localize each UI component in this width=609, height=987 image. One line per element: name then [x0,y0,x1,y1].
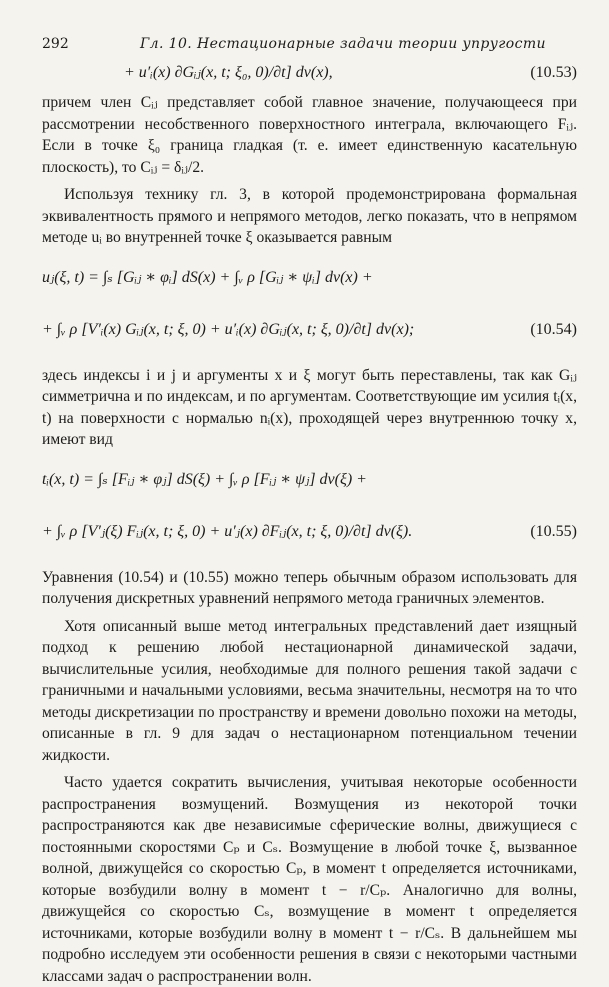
page-body [42,62,577,987]
equation-10-54-line2 [42,319,577,359]
equation-10-54-line1-text: uⱼ(ξ, t) = ∫ₛ [Gᵢⱼ ∗ φᵢ] dS(x) + ∫ᵥ ρ [Gᵢⱼ ∗ ψᵢ] dv(x) + [42,268,373,286]
equation-10-55-line1 [42,469,577,509]
paragraph-indirect-method: Используя технику гл. 3, в которой продемонстрирована формальная эквивалентность прямого и непрямого методов, легко показать, что в непрямом методе uᵢ во внутренней точке ξ оказывается равным [42,186,577,246]
equation-10-55-line2-text: + ∫ᵥ ρ [V′ⱼ(ξ) Fᵢⱼ(x, t; ξ, 0) + u′ⱼ(x) ∂Fᵢⱼ(x, t; ξ, 0)/∂t] dv(ξ). [42,522,413,540]
equation-10-54-line2-text: + ∫ᵥ ρ [V′ᵢ(x) Gᵢⱼ(x, t; ξ, 0) + u′ᵢ(x) ∂Gᵢⱼ(x, t; ξ, 0)/∂t] dv(x); [42,320,415,338]
paragraph-principal-value: причем член Cᵢⱼ представляет собой главное значение, получающееся при рассмотрении несобственного поверхностного интеграла, включающего Fᵢⱼ. Если в точке ξ₀ граница гладкая (т. е. имеет единственную касательную плоскость), то Cᵢⱼ = δᵢⱼ/2. [42,94,577,176]
equation-10-55-line2 [42,521,577,561]
equation-10-55-tag: (10.55) [530,522,577,540]
paragraph-boundary-elements: Уравнения (10.54) и (10.55) можно теперь обычным образом использовать для получения дискретных уравнений непрямого метода граничных элементов. [42,568,577,607]
running-title: Гл. 10. Нестационарные задачи теории упругости [140,36,546,52]
equation-10-53 [42,62,577,86]
paragraph-computational-effort: Хотя описанный выше метод интегральных представлений дает изящный подход к решению любой нестационарной динамической задачи, вычислительные усилия, необходимые для полного решения такой задачи с граничными и начальными условиями, весьма значительны, несмотря на то что методы дискретизации по пространству и времени довольно похожи на методы, описанные в гл. 9 для задач о нестационарном потенциальном течении жидкости. [42,617,577,764]
equation-10-55-line1-text: tᵢ(x, t) = ∫ₛ [Fᵢⱼ ∗ φⱼ] dS(ξ) + ∫ᵥ ρ [Fᵢⱼ ∗ ψⱼ] dv(ξ) + [42,470,367,488]
paragraph-symmetry: здесь индексы i и j и аргументы x и ξ могут быть переставлены, так как Gᵢⱼ симметрична и по индексам, и по аргументам. Соответствующие им усилия tᵢ(x, t) на поверхности с нормалью nᵢ(x), проходящей через внутреннюю точку x, имеют вид [42,366,577,448]
equation-10-53-tag: (10.53) [530,64,577,81]
page-number: 292 [42,36,69,52]
equation-10-53-line: + u′ᵢ(x) ∂Gᵢⱼ(x, t; ξ₀, 0)/∂t] dv(x), [124,64,333,81]
paragraph-wave-propagation: Часто удается сократить вычисления, учитывая некоторые особенности распространения возмущений. Возмущения из некоторой точки распространяются как две независимые сферические волны, движущиеся с постоянными скоростями Cₚ и Cₛ. Возмущение в любой точке ξ, вызванное волной, движущейся со скоростью Cₚ, в момент t определяется источниками, которые возбудили волну в момент t − r/Cₚ. Аналогично для волны, движущейся со скоростью Cₛ, возмущение в момент t определяется источниками, которые возбудили волну в момент t − r/Cₛ. В дальнейшем мы подробно исследуем эти особенности решения в связи с некоторыми частными классами задач о распространении волн. [42,774,577,985]
page-header [42,36,577,56]
equation-10-54-tag: (10.54) [530,320,577,338]
equation-10-54-line1 [42,267,577,307]
